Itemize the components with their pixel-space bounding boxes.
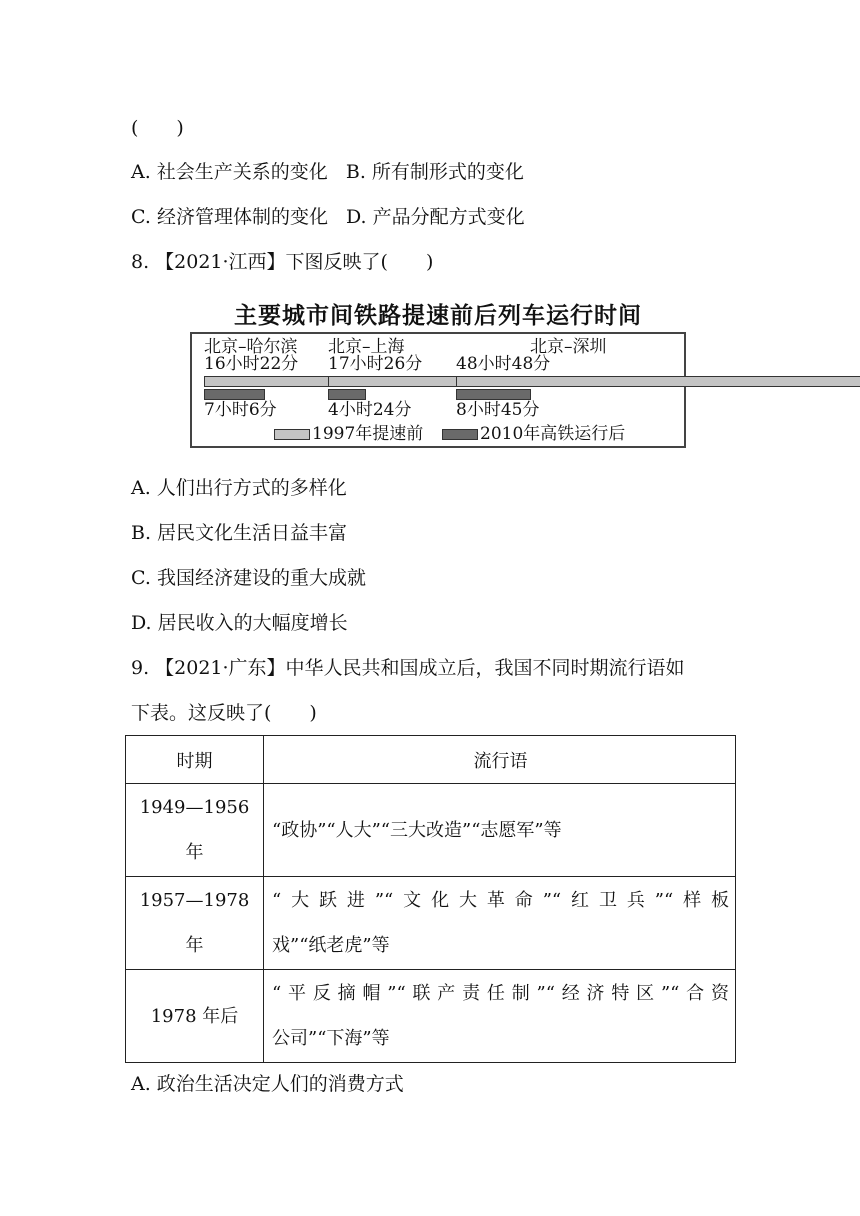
bar-before-speedup: [328, 376, 477, 387]
question-9-stem-cont: 下表。这反映了( ): [131, 702, 317, 724]
phrases-cell: [264, 877, 736, 970]
legend-label-new: 2010年高铁运行后: [480, 424, 626, 444]
period-text: 年: [185, 935, 204, 956]
period-text: 年: [185, 842, 204, 863]
phrases-text: “平反摘帽”“联产责任制”“经济特区”“合资: [272, 983, 729, 1004]
phrases-text: “大跃进”“文化大革命”“红卫兵”“样板: [272, 890, 729, 911]
question-9-stem: 9. 【2021·广东】中华人民共和国成立后，我国不同时期流行语如: [131, 657, 685, 679]
route-label: 北京–深圳: [530, 337, 607, 357]
chart-frame: [190, 332, 686, 448]
bar-after-highspeed: [204, 389, 265, 400]
table-header-row: [126, 736, 736, 784]
bar-after-highspeed: [328, 389, 366, 400]
bar-before-speedup: [456, 376, 860, 387]
route-label: 北京–上海: [328, 337, 405, 357]
table-row: [126, 877, 736, 970]
option-c: C. 我国经济建设的重大成就: [131, 567, 366, 589]
legend-swatch-new: [442, 429, 478, 440]
option-b: B. 居民文化生活日益丰富: [131, 522, 348, 544]
period-text: 1978 年后: [150, 1005, 239, 1027]
railway-chart: [190, 302, 686, 448]
data-label: 17小时26分: [328, 354, 423, 374]
chart-title: 主要城市间铁路提速前后列车运行时间: [234, 303, 642, 329]
legend-label-old: 1997年提速前: [312, 424, 424, 444]
catchphrase-table: [125, 735, 736, 1063]
period-text: 1949—1956: [139, 797, 250, 818]
question-paren: ( ): [131, 117, 184, 139]
option-row-ab: [131, 160, 524, 184]
phrases-text: 公司”“下海”等: [272, 1028, 390, 1049]
bar-before-speedup: [204, 376, 344, 387]
data-label: 48小时48分: [456, 354, 551, 374]
option-a: A. 人们出行方式的多样化: [131, 477, 347, 499]
table-row: [126, 784, 736, 877]
question-8-stem: 8. 【2021·江西】下图反映了( ): [131, 251, 434, 273]
period-cell: [126, 877, 264, 970]
option-d: D. 居民收入的大幅度增长: [131, 612, 348, 634]
option-row-cd: [131, 205, 525, 229]
phrases-cell: [264, 970, 736, 1063]
period-text: 1957—1978: [139, 890, 250, 911]
bar-after-highspeed: [456, 389, 531, 400]
header-period: 时期: [126, 736, 264, 784]
data-label: 16小时22分: [204, 354, 299, 374]
data-label: 7小时6分: [204, 400, 277, 420]
legend-swatch-old: [274, 429, 310, 440]
option-b: B. 所有制形式的变化: [345, 161, 524, 183]
option-c: C. 经济管理体制的变化: [131, 206, 328, 228]
option-a: A. 政治生活决定人们的消费方式: [131, 1073, 404, 1095]
phrases-cell: [264, 784, 736, 877]
period-cell: [126, 784, 264, 877]
data-label: 4小时24分: [328, 400, 412, 420]
option-d: D. 产品分配方式变化: [346, 206, 525, 228]
header-phrases: 流行语: [264, 736, 736, 784]
data-label: 8小时45分: [456, 400, 540, 420]
phrases-text: “政协”“人大”“三大改造”“志愿军”等: [272, 819, 562, 841]
option-a: A. 社会生产关系的变化: [131, 161, 328, 183]
period-cell: [126, 970, 264, 1063]
phrases-text: 戏”“纸老虎”等: [272, 935, 390, 956]
route-label: 北京–哈尔滨: [204, 337, 298, 357]
table-row: [126, 970, 736, 1063]
